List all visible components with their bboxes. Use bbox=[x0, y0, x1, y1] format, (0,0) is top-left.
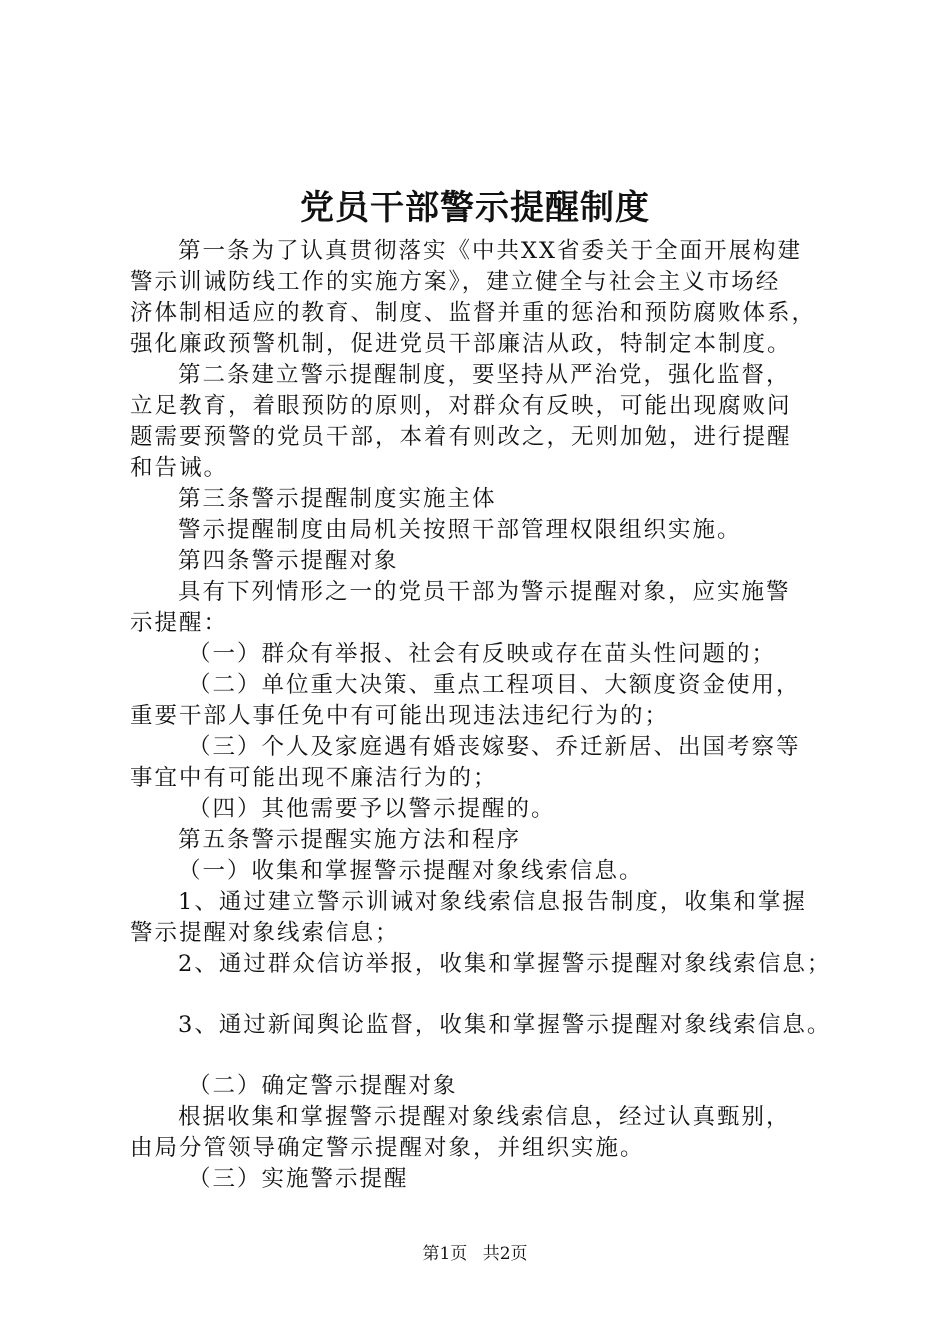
text-line: （三）个人及家庭遇有婚丧嫁娶、乔迁新居、出国考察等 bbox=[188, 734, 801, 760]
text-line: 第二条建立警示提醒制度，要坚持从严治党，强化监督， bbox=[178, 362, 791, 388]
text-line: 警示提醒对象线索信息； bbox=[130, 920, 400, 946]
text-line: （二）确定警示提醒对象 bbox=[188, 1073, 458, 1099]
text-line: 第四条警示提醒对象 bbox=[178, 548, 399, 574]
text-line: （四）其他需要予以警示提醒的。 bbox=[188, 796, 556, 822]
text-line: （二）单位重大决策、重点工程项目、大额度资金使用， bbox=[188, 672, 801, 698]
text-line: （一）群众有举报、社会有反映或存在苗头性问题的； bbox=[188, 641, 777, 667]
page-number: 第1页 bbox=[422, 1244, 468, 1264]
text-line: 题需要预警的党员干部，本着有则改之，无则加勉，进行提醒 bbox=[130, 424, 792, 450]
page-total: 共2页 bbox=[482, 1244, 528, 1264]
text-line: 具有下列情形之一的党员干部为警示提醒对象，应实施警 bbox=[178, 579, 791, 605]
text-line: （三）实施警示提醒 bbox=[188, 1166, 409, 1192]
paragraph-gap bbox=[130, 1041, 845, 1071]
document-title: 党员干部警示提醒制度 bbox=[300, 188, 650, 228]
text-line: 强化廉政预警机制，促进党员干部廉洁从政，特制定本制度。 bbox=[130, 331, 792, 357]
text-line: （一）收集和掌握警示提醒对象线索信息。 bbox=[178, 858, 644, 884]
document-body bbox=[130, 236, 845, 1195]
text-line: 济体制相适应的教育、制度、监督并重的惩治和预防腐败体系， bbox=[130, 300, 817, 326]
text-line: 警示提醒制度由局机关按照干部管理权限组织实施。 bbox=[178, 517, 742, 543]
paragraph-gap bbox=[130, 980, 845, 1010]
text-line: 2、通过群众信访举报，收集和掌握警示提醒对象线索信息； bbox=[178, 951, 832, 977]
text-line: 和告诫。 bbox=[130, 455, 229, 481]
text-line: 由局分管领导确定警示提醒对象，并组织实施。 bbox=[130, 1135, 645, 1161]
text-line: 第五条警示提醒实施方法和程序 bbox=[178, 827, 522, 853]
text-line: 1、通过建立警示训诫对象线索信息报告制度，收集和掌握 bbox=[178, 889, 807, 915]
text-line: 第一条为了认真贯彻落实《中共XX省委关于全面开展构建 bbox=[178, 238, 803, 264]
text-line: 第三条警示提醒制度实施主体 bbox=[178, 486, 497, 512]
text-line: 示提醒： bbox=[130, 610, 229, 636]
page-footer bbox=[0, 1242, 950, 1266]
text-line: 3、通过新闻舆论监督，收集和掌握警示提醒对象线索信息。 bbox=[178, 1012, 832, 1038]
text-line: 重要干部人事任免中有可能出现违法违纪行为的； bbox=[130, 703, 670, 729]
text-line: 立足教育，着眼预防的原则，对群众有反映，可能出现腐败问 bbox=[130, 393, 792, 419]
text-line: 警示训诫防线工作的实施方案》，建立健全与社会主义市场经 bbox=[130, 269, 781, 295]
text-line: 根据收集和掌握警示提醒对象线索信息，经过认真甄别， bbox=[178, 1104, 791, 1130]
text-line: 事宜中有可能出现不廉洁行为的； bbox=[130, 765, 498, 791]
